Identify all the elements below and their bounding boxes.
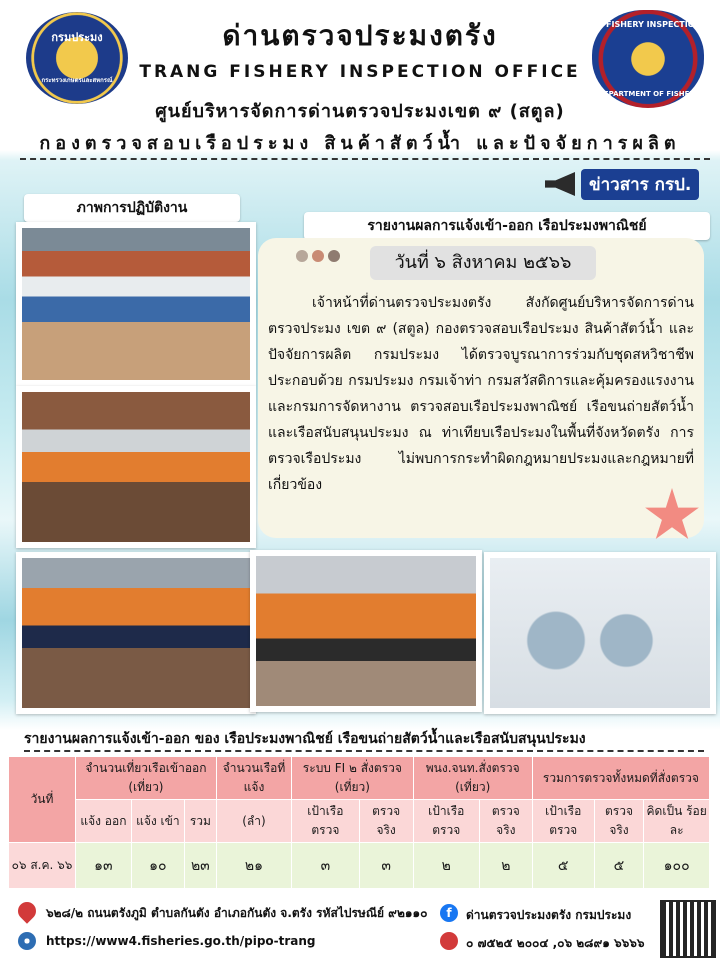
- page-title: ด่านตรวจประมงตรัง: [222, 19, 498, 52]
- operations-photo-title: ภาพการปฏิบัติงาน: [24, 194, 240, 222]
- row-fi-actual: ๓: [359, 843, 413, 889]
- row-all-target: ๕: [532, 843, 594, 889]
- sub-unit: (ลำ): [216, 800, 291, 843]
- sub-fi-actual: ตรวจ จริง: [359, 800, 413, 843]
- row-date: ๐๖ ส.ค. ๖๖: [9, 843, 76, 889]
- sub-staff-target: เป้าเรือ ตรวจ: [413, 800, 479, 843]
- row-total: ๒๓: [184, 843, 216, 889]
- footer-address: ๖๒๘/๒ ถนนตรังภูมิ ตำบลกันตัง อำเภอกันตัง จ.ตรัง รหัสไปรษณีย์ ๙๒๑๑๐: [46, 906, 428, 920]
- report-title: รายงานผลการแจ้งเข้า-ออก เรือประมงพาณิชย์: [304, 212, 710, 240]
- row-out: ๑๓: [76, 843, 132, 889]
- report-body: เจ้าหน้าที่ด่านตรวจประมงตรัง สังกัดศูนย์บริหารจัดการด่านตรวจประมง เขต ๙ (สตูล) กองตรวจสอบเรือประมง สินค้าสัตว์น้ำ และปัจจัยการผลิต กรมประมง ได้ตรวจบูรณาการร่วมกับชุดสหวิชาชีพ ประกอบด้วย กรมประมง กรมเจ้าท่า กรมสวัสดิการและคุ้มครองแรงงาน และกรมการจัดหางาน ตรวจสอบเรือประมงพาณิชย์ เรือขนถ่ายสัตว์น้ำและเรือสนับสนุนประมง ณ ท่าเทียบเรือประมงในพื้นที่จังหวัดตรัง การตรวจเรือประมง ไม่พบการกระทำผิดกฎหมายประมงและกฎหมายที่เกี่ยวข้อง: [268, 295, 694, 493]
- photo-catch-baskets: [484, 552, 716, 714]
- row-staff-target: ๒: [413, 843, 479, 889]
- header-trips: จำนวนเที่ยวเรือเข้าออก (เที่ยว): [76, 757, 217, 800]
- decor-dot: [312, 250, 324, 262]
- table-row: [9, 843, 710, 889]
- header-fi2: ระบบ FI ๒ สั่งตรวจ (เที่ยว): [292, 757, 414, 800]
- subtitle-division: กองตรวจสอบเรือประมง สินค้าสัตว์น้ำ และปัจจัยการผลิต: [39, 133, 681, 154]
- header-divider: [20, 158, 710, 160]
- header-staff: พนง.จนท.สั่งตรวจ (เที่ยว): [413, 757, 532, 800]
- photo-inspection-team: [16, 386, 256, 548]
- globe-icon: [18, 932, 36, 950]
- logo-right-top: FISHERY INSPECTION: [606, 20, 702, 29]
- logo-left-sub: กระทรวงเกษตรและสหกรณ์: [41, 76, 113, 84]
- row-staff-actual: ๒: [479, 843, 532, 889]
- row-all-actual: ๕: [594, 843, 644, 889]
- photo-document-check: [16, 552, 256, 714]
- sub-fi-target: เป้าเรือ ตรวจ: [292, 800, 359, 843]
- page-title-english: TRANG FISHERY INSPECTION OFFICE: [139, 62, 581, 82]
- sub-in: แจ้ง เข้า: [131, 800, 184, 843]
- footer-phone: ๐ ๗๕๒๕ ๒๐๐๔ ,๐๖ ๒๘๙๑ ๖๖๖๖: [466, 936, 645, 950]
- header-boats: จำนวนเรือที่แจ้ง: [216, 757, 291, 800]
- sub-percent: คิดเป็น ร้อยละ: [644, 800, 710, 843]
- table-title: รายงานผลการแจ้งเข้า-ออก ของ เรือประมงพาณิชย์ เรือขนถ่ายสัตว์น้ำและเรือสนับสนุนประมง: [24, 731, 586, 747]
- row-fi-target: ๓: [292, 843, 359, 889]
- sub-total: รวม: [184, 800, 216, 843]
- row-in: ๑๐: [131, 843, 184, 889]
- footer-facebook[interactable]: ด่านตรวจประมงตรัง กรมประมง: [466, 908, 632, 922]
- subtitle-center: ศูนย์บริหารจัดการด่านตรวจประมงเขต ๙ (สตูล): [155, 101, 565, 122]
- sub-out: แจ้ง ออก: [76, 800, 132, 843]
- logo-left-text: กรมประมง: [51, 30, 103, 44]
- report-date: วันที่ ๖ สิงหาคม ๒๕๖๖: [370, 246, 596, 280]
- header-date: วันที่: [9, 757, 76, 843]
- qr-code-icon: [660, 900, 716, 958]
- news-label: ข่าวสาร กรป.: [581, 169, 699, 200]
- footer-website[interactable]: https://www4.fisheries.go.th/pipo-trang: [46, 934, 316, 948]
- header-all: รวมการตรวจทั้งหมดที่สั่งตรวจ: [532, 757, 709, 800]
- facebook-icon[interactable]: f: [440, 904, 458, 922]
- decor-dot: [328, 250, 340, 262]
- inspection-summary-table: [8, 756, 710, 889]
- megaphone-icon: [545, 172, 575, 196]
- sub-all-actual: ตรวจ จริง: [594, 800, 644, 843]
- photo-fishing-boat: [16, 222, 256, 386]
- sub-all-target: เป้าเรือ ตรวจ: [532, 800, 594, 843]
- row-boats: ๒๑: [216, 843, 291, 889]
- news-tag: [545, 170, 699, 198]
- table-title-divider: [24, 750, 704, 752]
- logo-right-bottom: DEPARTMENT OF FISHERIES: [598, 90, 708, 98]
- sub-staff-actual: ตรวจ จริง: [479, 800, 532, 843]
- decor-dot: [296, 250, 308, 262]
- row-percent: ๑๐๐: [644, 843, 710, 889]
- photo-crew-inspection: [250, 550, 482, 712]
- phone-icon: [440, 932, 458, 950]
